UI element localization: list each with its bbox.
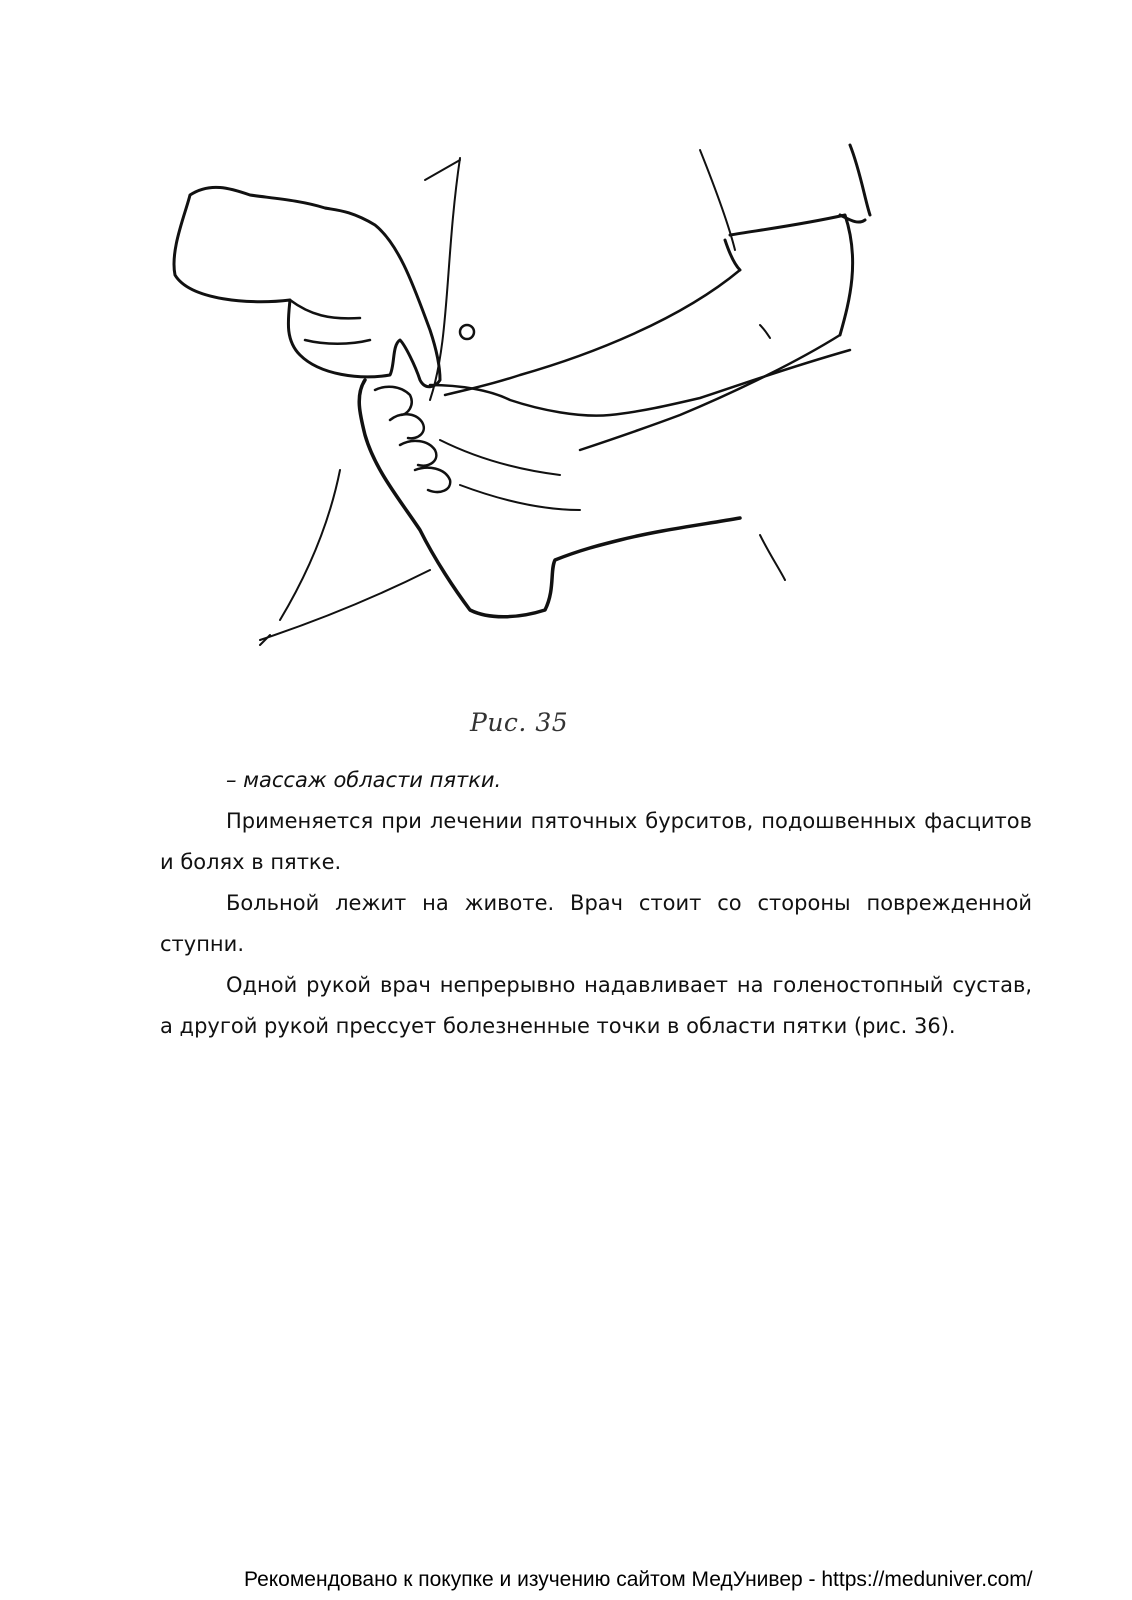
right-sleeve (730, 215, 853, 335)
body-text (160, 760, 1032, 1047)
table-line (760, 535, 785, 580)
right-forearm (445, 270, 840, 450)
paragraph-position: Больной лежит на животе. Врач стоит со стороны поврежденной ступни. (160, 891, 1032, 956)
heel-massage-drawing (160, 140, 900, 660)
paragraph-indications: Применяется при лечении пяточных бурситов, подошвенных фасцитов и болях в пятке. (160, 809, 1032, 874)
coat-button (460, 325, 474, 339)
forearm-mark (760, 325, 770, 338)
paragraph-technique: Одной рукой врач непрерывно надавливает на голеностопный сустав, а другой рукой прессует болезненные точки в области пятки (рис. 36). (160, 973, 1032, 1038)
leg-line-2 (280, 470, 340, 620)
toes (375, 387, 450, 492)
left-hand (174, 187, 440, 386)
leg-line-1 (260, 570, 430, 640)
figure-illustration (160, 140, 900, 660)
section-subtitle: – массаж области пятки. (226, 768, 502, 792)
shirt-line-2 (850, 145, 870, 215)
coat-outline (425, 160, 460, 180)
left-hand-fingers (290, 300, 370, 344)
figure-caption: Рис. 35 (470, 708, 569, 737)
sole-line (440, 440, 580, 510)
coat-edge (430, 158, 460, 400)
footer-note: Рекомендовано к покупке и изучению сайтом МедУнивер - https://meduniver.com/ (244, 1568, 1033, 1591)
